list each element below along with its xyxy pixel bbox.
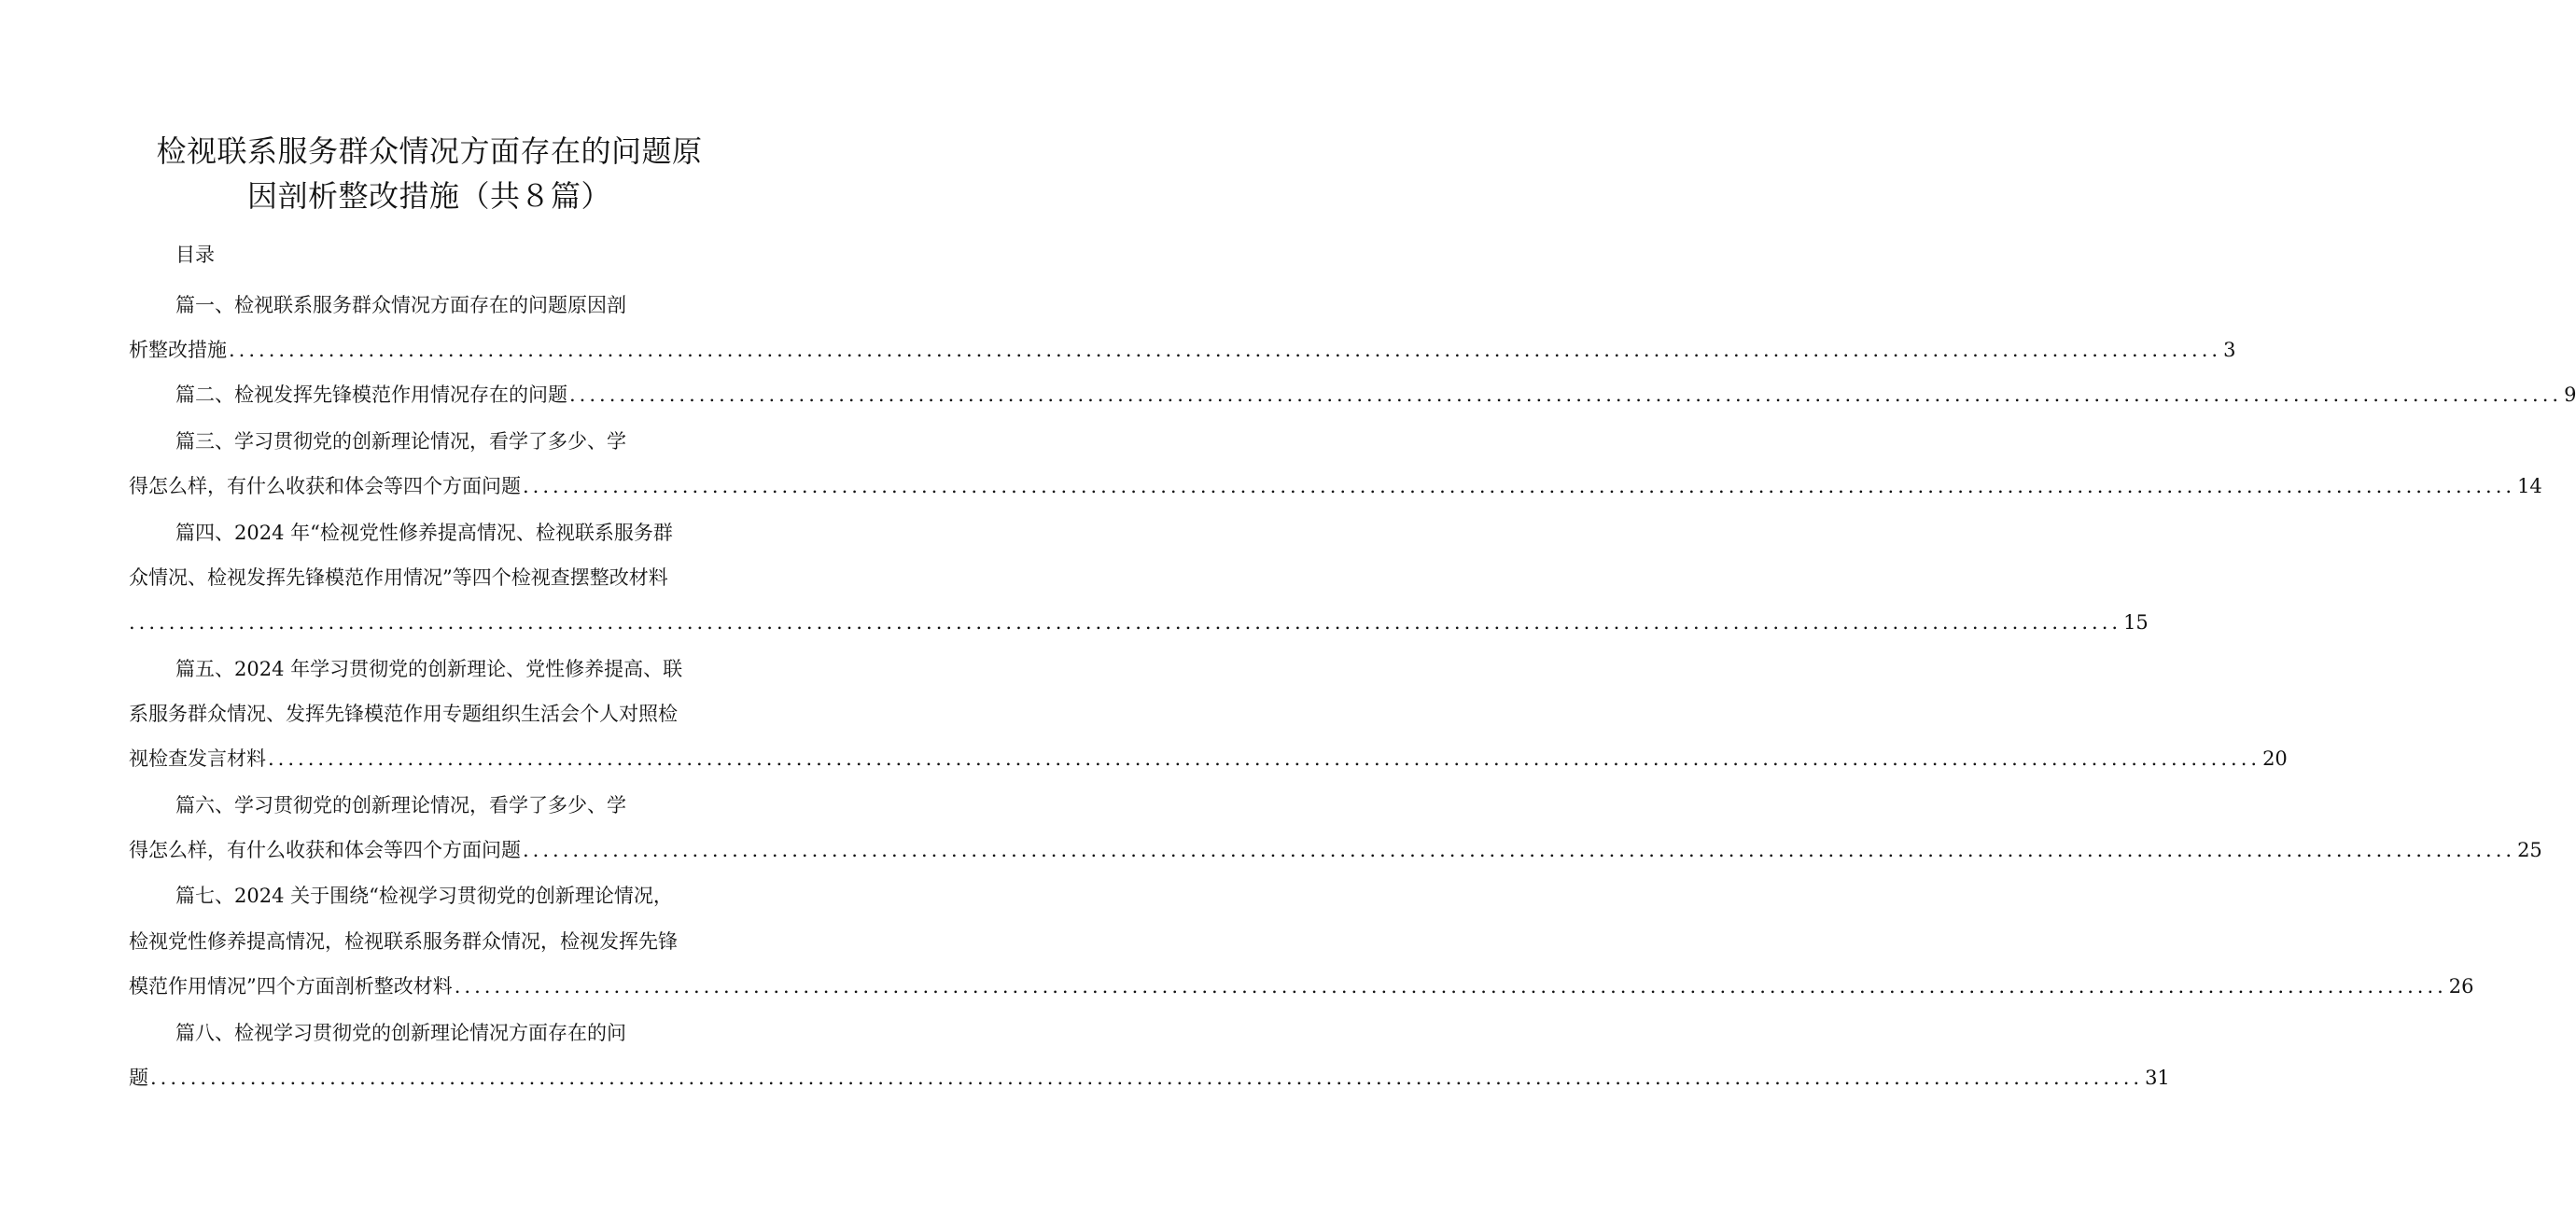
toc-entry-6[interactable] <box>129 836 2542 864</box>
dot-leader: ........................................................................................................................................................................................................ <box>150 1067 2144 1089</box>
dot-leader: ........................................................................................................................................................................................................ <box>129 611 2122 634</box>
toc-entry-6-text: 得怎么样，有什么收获和体会等四个方面问题 <box>129 839 521 861</box>
toc-entry-3-page: 14 <box>2517 475 2542 497</box>
toc-entry-7-line-2[interactable]: 检视党性修养提高情况，检视联系服务群众情况，检视发挥先锋 <box>129 930 678 953</box>
toc-entry-7-text: 模范作用情况”四个方面剖析整改材料 <box>129 975 453 998</box>
toc-entry-5-line-2[interactable]: 系服务群众情况、发挥先锋模范作用专题组织生活会个人对照检 <box>129 703 678 725</box>
toc-entry-7-page: 26 <box>2448 975 2474 998</box>
toc-entry-5-line-1[interactable]: 篇五、2024 年学习贯彻党的创新理论、党性修养提高、联 <box>175 658 683 680</box>
toc-entry-1-line-1[interactable]: 篇一、检视联系服务群众情况方面存在的问题原因剖 <box>175 294 626 316</box>
toc-entry-8-text: 题 <box>129 1067 148 1089</box>
toc-entry-5[interactable] <box>129 745 2288 773</box>
toc-entry-2-page: 9 <box>2564 384 2576 406</box>
dot-leader: ........................................................................................................................................................................................................ <box>268 747 2261 770</box>
toc-entry-4-page: 15 <box>2123 611 2149 634</box>
toc-entry-8[interactable] <box>129 1064 2170 1092</box>
toc-entry-4-line-1[interactable]: 篇四、2024 年“检视党性修养提高情况、检视联系服务群 <box>175 522 673 544</box>
toc-entry-2[interactable] <box>175 381 2576 409</box>
dot-leader: ........................................................................................................................................................................................................ <box>523 475 2516 497</box>
toc-entry-7[interactable] <box>129 972 2474 1000</box>
title-line-2: 因剖析整改措施（共８篇） <box>246 178 611 214</box>
dot-leader: ........................................................................................................................................................................................................ <box>569 384 2563 406</box>
toc-entry-6-line-1[interactable]: 篇六、学习贯彻党的创新理论情况，看学了多少、学 <box>175 794 626 816</box>
toc-entry-5-text: 视检查发言材料 <box>129 747 266 770</box>
toc-entry-1[interactable] <box>129 336 2236 364</box>
toc-entry-5-page: 20 <box>2262 747 2288 770</box>
toc-entry-4-line-2[interactable]: 众情况、检视发挥先锋模范作用情况”等四个检视查摆整改材料 <box>129 566 668 589</box>
toc-entry-8-page: 31 <box>2145 1067 2170 1089</box>
toc-entry-8-line-1[interactable]: 篇八、检视学习贯彻党的创新理论情况方面存在的问 <box>175 1022 626 1044</box>
dot-leader: ........................................................................................................................................................................................................ <box>454 975 2447 998</box>
toc-entry-1-text: 析整改措施 <box>129 339 227 361</box>
dot-leader: ........................................................................................................................................................................................................ <box>229 339 2222 361</box>
toc-entry-3[interactable] <box>129 472 2542 500</box>
toc-entry-1-page: 3 <box>2223 339 2236 361</box>
toc-entry-3-text: 得怎么样，有什么收获和体会等四个方面问题 <box>129 475 521 497</box>
toc-entry-2-text: 篇二、检视发挥先锋模范作用情况存在的问题 <box>175 384 567 406</box>
toc-entry-3-line-1[interactable]: 篇三、学习贯彻党的创新理论情况，看学了多少、学 <box>175 430 626 453</box>
toc-heading: 目录 <box>175 244 215 266</box>
toc-entry-7-line-1[interactable]: 篇七、2024 关于围绕“检视学习贯彻党的创新理论情况， <box>175 885 673 907</box>
dot-leader: ........................................................................................................................................................................................................ <box>523 839 2516 861</box>
title-line-1: 检视联系服务群众情况方面存在的问题原 <box>156 133 703 169</box>
toc-entry-4[interactable] <box>129 608 2149 636</box>
toc-entry-6-page: 25 <box>2517 839 2542 861</box>
document-title <box>103 129 756 218</box>
